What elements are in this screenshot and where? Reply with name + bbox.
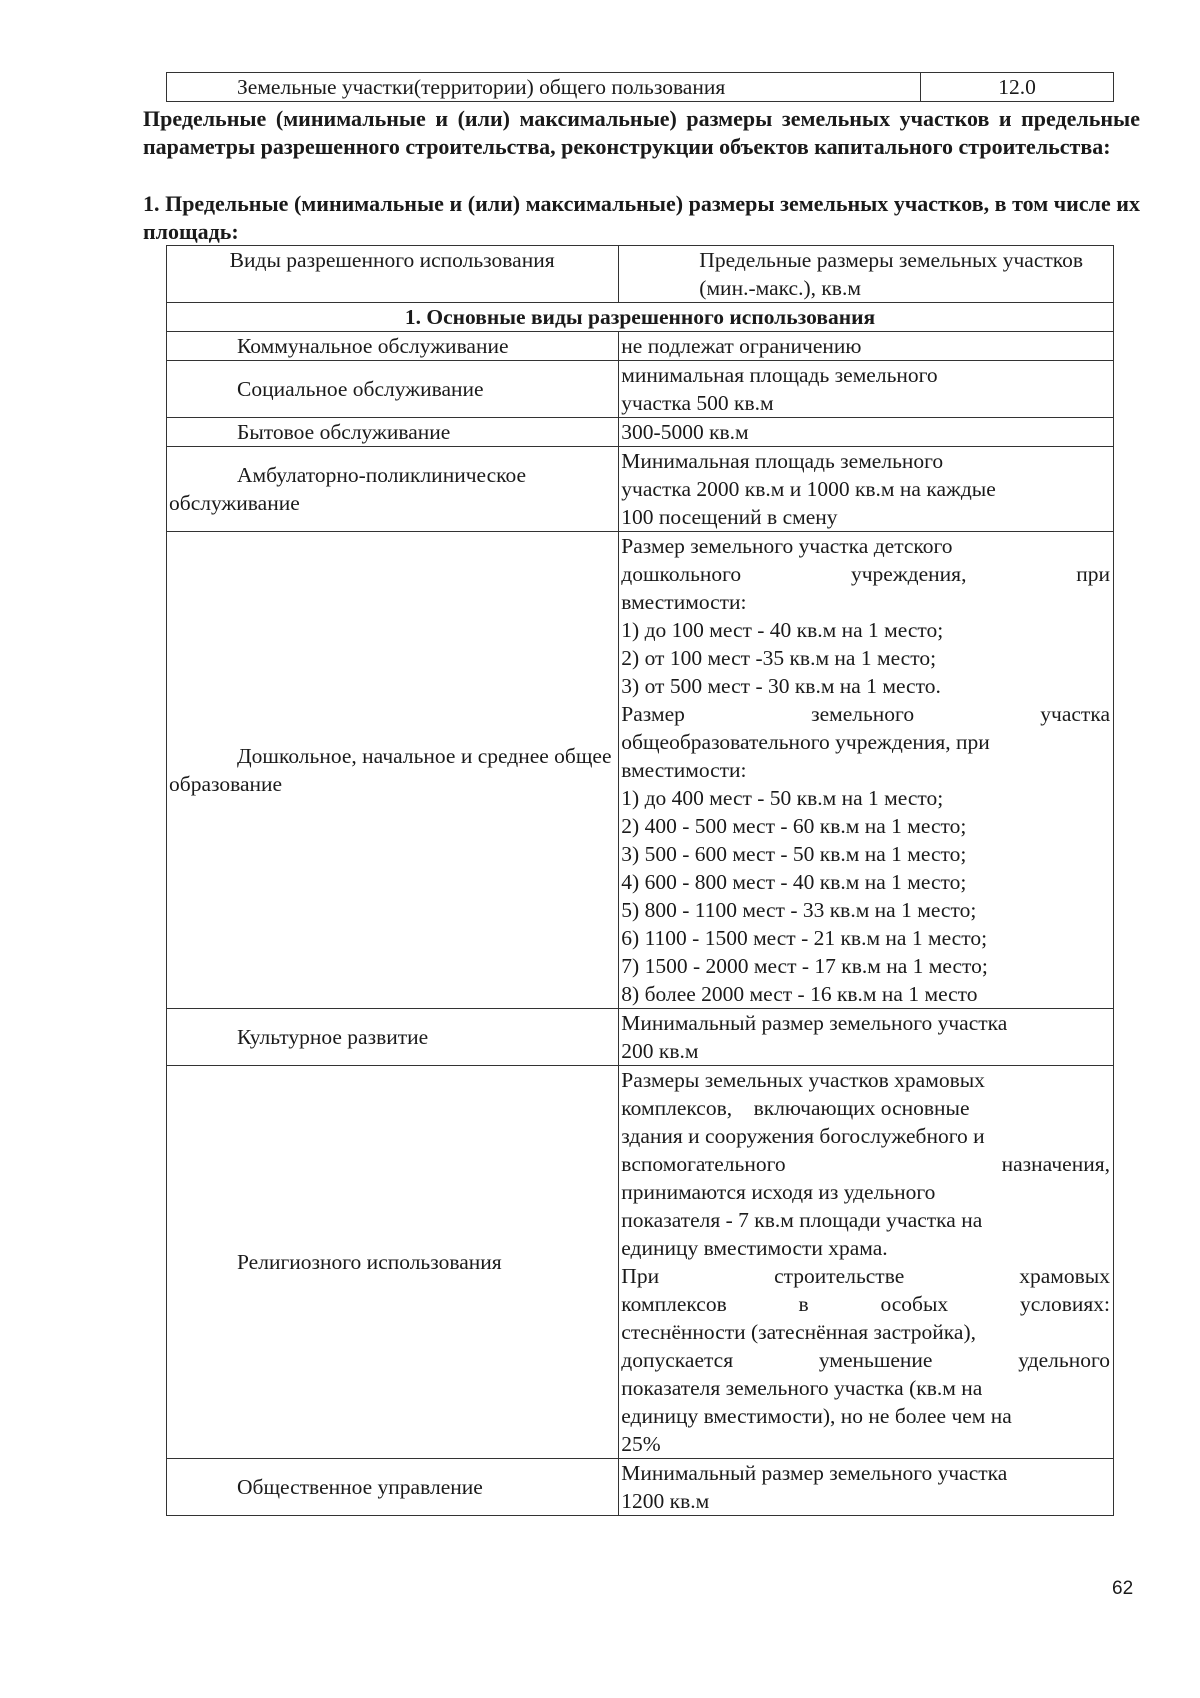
cell-line: 1) до 400 мест - 50 кв.м на 1 место; (621, 786, 944, 810)
cell-line: 3) от 500 мест - 30 кв.м на 1 место. (621, 674, 941, 698)
subsection-heading: 1. Предельные (минимальные и (или) максимальные) размеры земельных участков, в том числе их площадь: (143, 191, 1140, 244)
table-row (167, 332, 1114, 361)
table-row (167, 1009, 1114, 1066)
cell-line: комплексов в особых условиях: (621, 1292, 1110, 1316)
table-row (167, 418, 1114, 447)
cell-line: Размер земельного участка (621, 702, 1110, 726)
table-section-row (167, 303, 1114, 332)
top-row-code: 12.0 (921, 73, 1114, 102)
cell-line: принимаются исходя из удельного (621, 1180, 936, 1204)
cell-line: 5) 800 - 1100 мест - 33 кв.м на 1 место; (621, 898, 977, 922)
cell-line: Минимальный размер земельного участка (621, 1461, 1008, 1485)
plot-size-cell (619, 418, 1114, 447)
plot-size-cell (619, 447, 1114, 532)
section-heading: Предельные (минимальные и (или) максимальные) размеры земельных участков и предельные параметры разрешенного строительства, реконструкции объектов капитального строительства: (143, 106, 1140, 159)
cell-line: показателя - 7 кв.м площади участка на (621, 1208, 983, 1232)
cell-line: Размеры земельных участков храмовых (621, 1068, 985, 1092)
cell-line: единицу вместимости), но не более чем на (621, 1404, 1012, 1428)
column-header-use-type: Виды разрешенного использования (167, 246, 619, 303)
use-type-cell: Коммунальное обслуживание (167, 332, 619, 361)
cell-line: 8) более 2000 мест - 16 кв.м на 1 место (621, 982, 978, 1006)
cell-line: 100 посещений в смену (621, 505, 838, 529)
use-type-cell: Социальное обслуживание (167, 361, 619, 418)
use-type-cell: Бытовое обслуживание (167, 418, 619, 447)
cell-line: Минимальный размер земельного участка (621, 1011, 1008, 1035)
cell-line: участка 2000 кв.м и 1000 кв.м на каждые (621, 477, 996, 501)
cell-line: 6) 1100 - 1500 мест - 21 кв.м на 1 место; (621, 926, 988, 950)
cell-line: При строительстве храмовых (621, 1264, 1110, 1288)
plot-size-cell (619, 361, 1114, 418)
cell-line: вместимости: (621, 590, 747, 614)
cell-line: 7) 1500 - 2000 мест - 17 кв.м на 1 место; (621, 954, 988, 978)
use-type-cell: Дошкольное, начальное и среднее общее образование (167, 532, 619, 1009)
top-continuation-table (166, 72, 1114, 102)
table-row (167, 447, 1114, 532)
use-type-cell: Амбулаторно-поликлиническое обслуживание (167, 447, 619, 532)
use-type-cell: Культурное развитие (167, 1009, 619, 1066)
cell-line: дошкольного учреждения, при (621, 562, 1110, 586)
cell-line: общеобразовательного учреждения, при (621, 730, 990, 754)
cell-line: участка 500 кв.м (621, 391, 774, 415)
use-type-cell: Общественное управление (167, 1459, 619, 1516)
cell-line: 4) 600 - 800 мест - 40 кв.м на 1 место; (621, 870, 967, 894)
table-row (167, 1066, 1114, 1459)
plot-size-cell (619, 1066, 1114, 1459)
plot-size-cell (619, 1009, 1114, 1066)
top-row-label: Земельные участки(территории) общего пользования (167, 73, 921, 102)
cell-line: вспомогательного назначения, (621, 1152, 1110, 1176)
table-row (167, 361, 1114, 418)
cell-line: 1) до 100 мест - 40 кв.м на 1 место; (621, 618, 944, 642)
cell-line: 300-5000 кв.м (621, 420, 749, 444)
cell-line: здания и сооружения богослужебного и (621, 1124, 985, 1148)
cell-line: не подлежат ограничению (621, 334, 862, 358)
cell-line: минимальная площадь земельного (621, 363, 938, 387)
column-header-plot-size: Предельные размеры земельных участков (мин.-макс.), кв.м (619, 246, 1114, 303)
cell-line: Минимальная площадь земельного (621, 449, 944, 473)
table-row (167, 532, 1114, 1009)
land-plot-size-table (166, 245, 1114, 1516)
cell-line: 3) 500 - 600 мест - 50 кв.м на 1 место; (621, 842, 967, 866)
table-row (167, 1459, 1114, 1516)
cell-line: Размер земельного участка детского (621, 534, 953, 558)
plot-size-cell (619, 332, 1114, 361)
table-row (167, 73, 1114, 102)
cell-line: показателя земельного участка (кв.м на (621, 1376, 983, 1400)
plot-size-cell (619, 1459, 1114, 1516)
plot-size-cell (619, 532, 1114, 1009)
cell-line: вместимости: (621, 758, 747, 782)
cell-line: 200 кв.м (621, 1039, 699, 1063)
page-number: 62 (1112, 1578, 1134, 1599)
cell-line: единицу вместимости храма. (621, 1236, 888, 1260)
cell-line: 25% (621, 1432, 661, 1456)
cell-line: 2) 400 - 500 мест - 60 кв.м на 1 место; (621, 814, 967, 838)
section-title: 1. Основные виды разрешенного использования (167, 303, 1114, 332)
use-type-cell: Религиозного использования (167, 1066, 619, 1459)
cell-line: 2) от 100 мест -35 кв.м на 1 место; (621, 646, 937, 670)
cell-line: допускается уменьшение удельного (621, 1348, 1110, 1372)
cell-line: стеснённости (затеснённая застройка), (621, 1320, 976, 1344)
cell-line: комплексов, включающих основные (621, 1096, 970, 1120)
cell-line: 1200 кв.м (621, 1489, 710, 1513)
table-header-row (167, 246, 1114, 303)
